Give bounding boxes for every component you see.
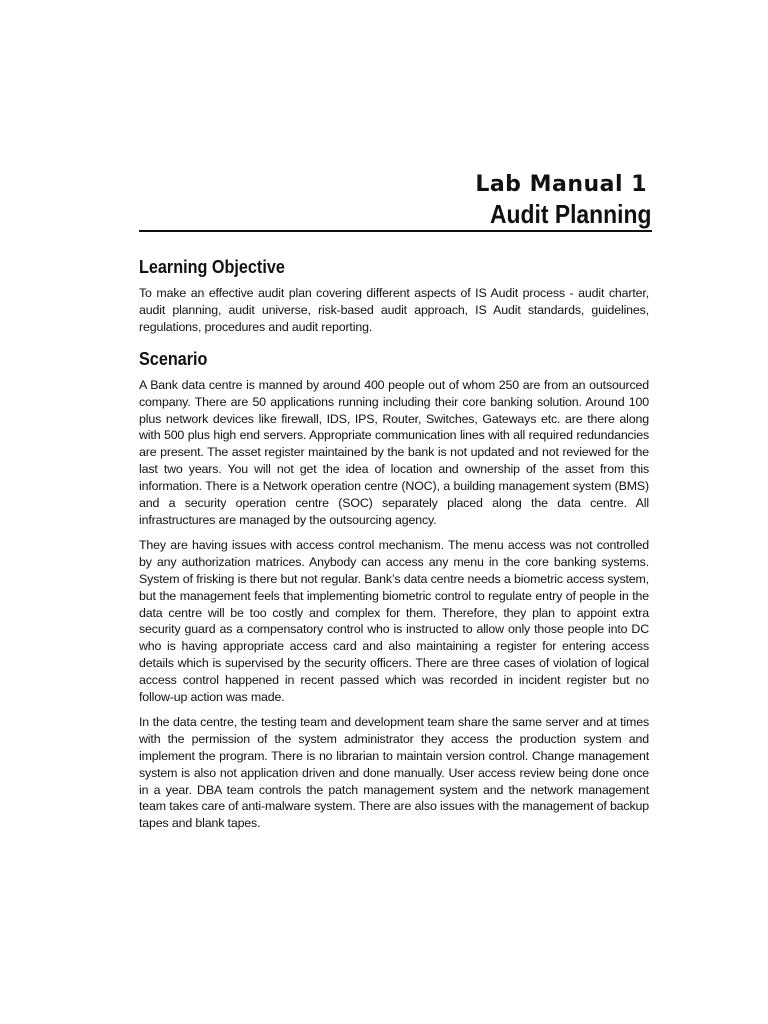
- document-page: [139, 172, 649, 832]
- scenario-heading: Scenario: [139, 348, 208, 369]
- title-block: [139, 172, 649, 232]
- lab-manual-title: Lab Manual 1: [475, 172, 647, 197]
- scenario-paragraph: They are having issues with access control mechanism. The menu access was not controlled by any authorization matrices. Anybody can access any menu in the core banking systems. System of frisking is there but not regular. Bank’s data centre needs a biometric access system, but the management feels that implementing biometric control to regulate entry of people in the data centre will be too costly and complex for them. Therefore, they plan to appoint extra security guard as a compensatory control who is instructed to allow only those people into DC who is having appropriate access card and also maintaining a register for entering access details which is supervised by the security officers. There are three cases of violation of logical access control happened in recent passed which was recorded in incident register but no follow-up action was made.: [139, 537, 649, 705]
- document-subtitle: Audit Planning: [489, 199, 651, 229]
- title-divider: [139, 230, 652, 232]
- learning-objective-heading: Learning Objective: [139, 257, 285, 277]
- learning-objective-paragraph: To make an effective audit plan covering different aspects of IS Audit process - audit charter, audit planning, audit universe, risk-based audit approach, IS Audit standards, guidelines, regulations, procedures and audit reporting.: [139, 286, 649, 334]
- scenario-paragraph: A Bank data centre is manned by around 400 people out of whom 250 are from an outsourced company. There are 50 applications running including their core banking solution. Around 100 plus network devices like firewall, IDS, IPS, Router, Switches, Gateways etc. are there along with 500 plus high end servers. Appropriate communication lines with all required redundancies are present. The asset register maintained by the bank is not updated and not reviewed for the last two years. You will not get the idea of location and ownership of the asset from this information. There is a Network operation centre (NOC), a building management system (BMS) and a security operation centre (SOC) separately placed along the data centre. All infrastructures are managed by the outsourcing agency.: [139, 377, 649, 527]
- scenario-paragraph: In the data centre, the testing team and development team share the same server and at times with the permission of the system administrator they access the production system and implement the program. There is no librarian to maintain version control. Change management system is also not application driven and done manually. User access review being done once in a year. DBA team controls the patch management system and the network management team takes care of anti-malware system. There are also issues with the management of backup tapes and blank tapes.: [139, 714, 649, 831]
